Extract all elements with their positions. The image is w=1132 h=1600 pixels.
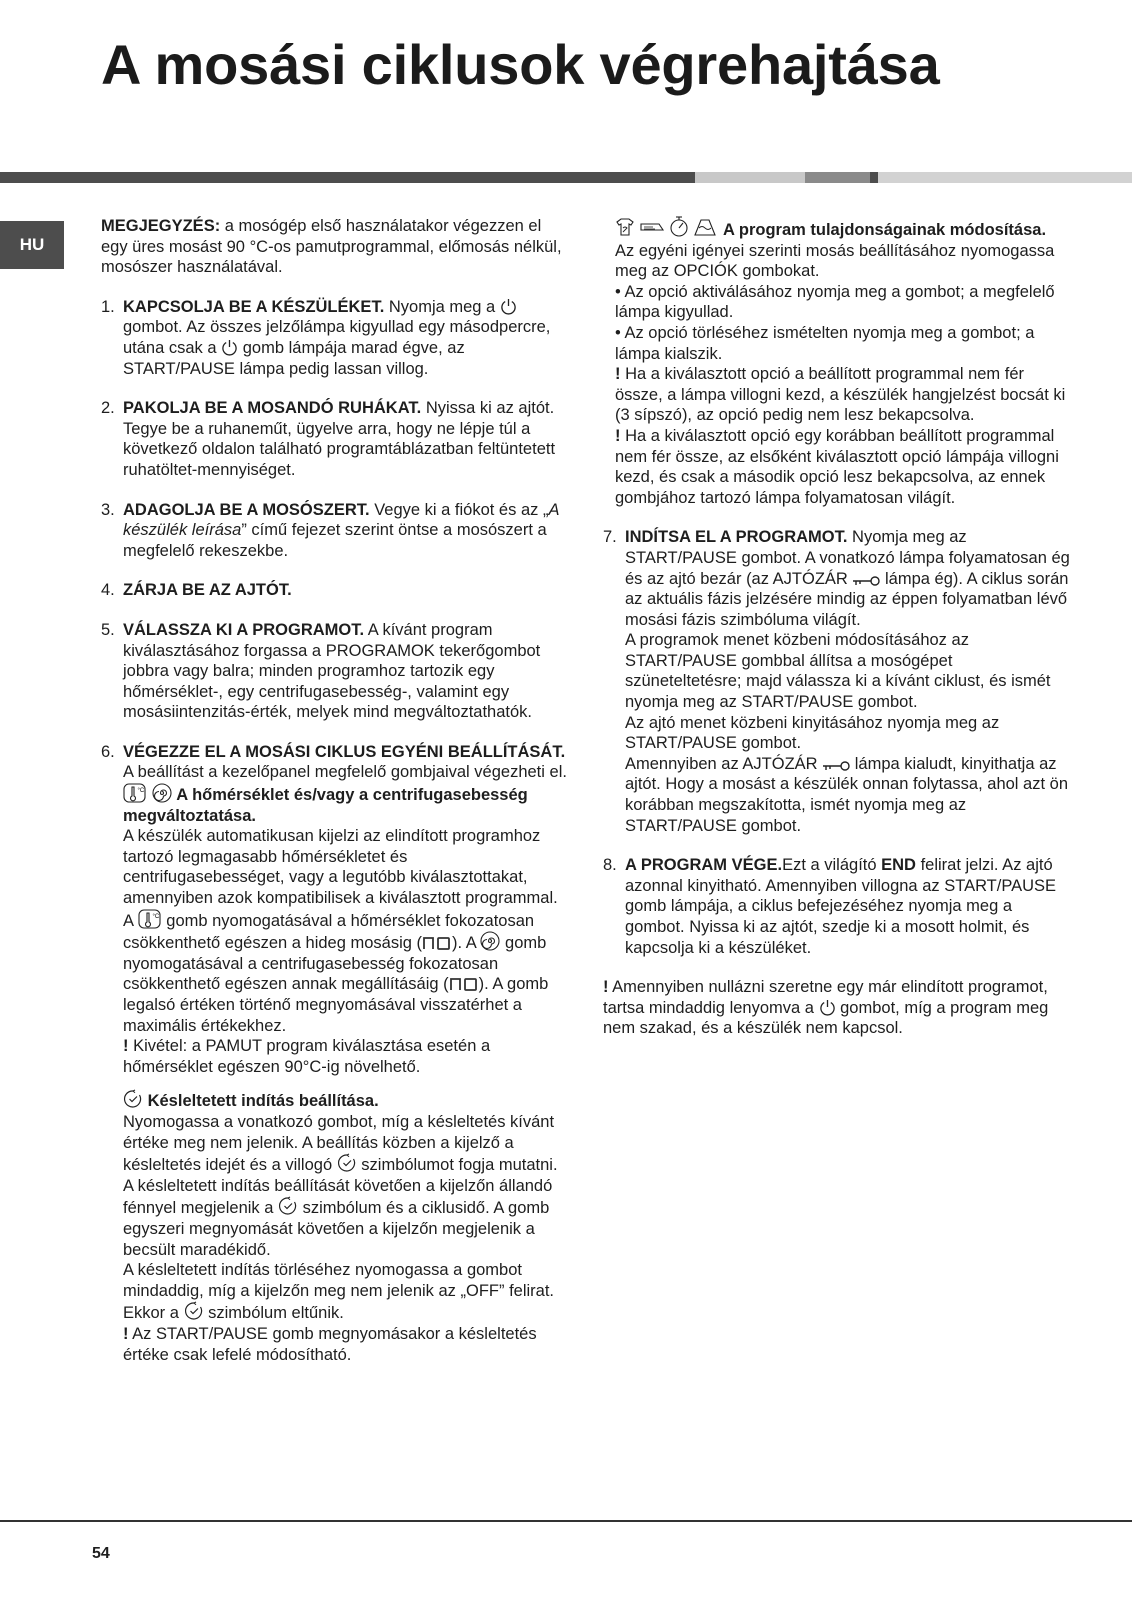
power-icon [819, 999, 836, 1016]
page-number: 54 [92, 1545, 110, 1562]
step-number: 3. [101, 500, 115, 519]
step-number: 2. [101, 399, 115, 418]
options-block [603, 216, 1073, 508]
delay-clock-icon [278, 1196, 298, 1216]
step-heading: A PROGRAM VÉGE. [625, 856, 783, 875]
end-word: END [881, 856, 916, 875]
step-6: 6. VÉGEZZE EL A MOSÁSI CIKLUS EGYÉNI BEÁLLÍTÁSÁT. A beállítást a kezelőpanel megfelelő gombjaival végezheti el. °C A hőmérséklet és/vagy a centrifugasebesség megváltoztatása. A készülék automatikusan kijelzi az elindított programhoz tartozó legmagasabb hőmérsékletet és centrifugasebességet, vagy a legutóbb kiválasztottakat, amennyiben azok kompatibilisek a kiválasztott programmal. A °C gomb nyomogatásával a hőmérséklet fokozatosan csökkenthető egészen a hideg mosásig ( ). A gomb nyomogatásával a centrifugasebesség fokozatosan csökkenthető egészen annak megállításáig ( ). A gomb legalsó értéken történő megnyomásával visszatérhet a maximális értékekhez. ! Kivétel: a PAMUT program kiválasztása esetén a hőmérséklet egészen 90°C-ig növelhető. Késleltetett indítás beállítása. Nyomogassa a vonatkozó gombot, míg a késleltetés kívánt értéke meg nem jelenik. A beállítás közben a kijelző a késleltetés idejét és a villogó szimbólumot fogja mutatni. A késleltetett indítás beállítását követően a kijelzőn állandó fénnyel megjelenik a szimbólum és a ciklusidő. A gomb egyszeri megnyomását követően a kijelzőn megjelenik a becsült maradékidő. A késleltetett indítás törléséhez nyomogassa a gombot mindaddig, míg a kijelzőn meg nem jelenik az „OFF” felirat. Ekkor a szimbólum eltűnik. ! Az START/PAUSE gomb megnyomásakor a késleltetés értéke csak lefelé módosítható. [101, 742, 571, 1365]
thermometer-icon [123, 783, 147, 803]
step-heading: VÉGEZZE EL A MOSÁSI CIKLUS EGYÉNI BEÁLLÍTÁSÁT. [123, 742, 566, 761]
exclamation-icon: ! [615, 426, 621, 445]
step-heading: ZÁRJA BE AZ AJTÓT. [123, 581, 292, 600]
step-heading: VÁLASSZA KI A PROGRAMOT. [123, 620, 365, 639]
spin-icon [152, 783, 172, 803]
note-paragraph [101, 216, 571, 278]
step-2: 2. PAKOLJA BE A MOSANDÓ RUHÁKAT. Nyissa ki az ajtót. Tegye be a ruhaneműt, ügyelve arra, hogy ne lépje túl a következő oldalon található programtáblázatban feltüntetett ruhatöltet-mennyiséget. [101, 399, 556, 479]
power-icon [221, 339, 238, 356]
exclamation-icon: ! [615, 365, 621, 384]
step-number: 7. [603, 528, 617, 547]
exclamation-icon: ! [123, 1037, 129, 1056]
exclamation-icon: ! [603, 978, 609, 997]
step-heading: INDÍTSA EL A PROGRAMOT. [625, 528, 848, 547]
key-lock-icon [852, 575, 880, 587]
step-heading: PAKOLJA BE A MOSANDÓ RUHÁKAT. [123, 399, 422, 418]
step-3: 3. ADAGOLJA BE A MOSÓSZERT. Vegye ki a fiókot és az „A készülék leírása” című fejezet szerint öntse a mosószert a megfelelő rekeszekbe. [101, 500, 559, 560]
exclamation-icon: ! [123, 1324, 129, 1343]
options-warning: ! Ha a kiválasztott opció a beállított programmal nem fér össze, a lámpa villogni kezd, a készülék hangjelzést bocsát ki (3 sípszó), az opció pedig nem lesz bekapcsolva. [615, 365, 1066, 425]
svg-text:°C: °C [137, 788, 145, 795]
temperature-warning: ! Kivétel: a PAMUT program kiválasztása esetén a hőmérséklet egészen 90°C-ig növelhető. [123, 1037, 491, 1076]
final-warning: ! Amennyiben nullázni szeretne egy már elindított programot, tartsa mindaddig lenyomva a gombot, míg a program meg nem szakad, és a készülék nem kapcsol. [603, 978, 1049, 1038]
power-icon [500, 298, 517, 315]
svg-text:°C: °C [152, 913, 159, 920]
step-1: 1. KAPCSOLJA BE A KÉSZÜLÉKET. Nyomja meg a gombot. Az összes jelzőlámpa kigyullad egy másodpercre, utána csak a gomb lámpája marad égve, az START/PAUSE lámpa pedig lassan villog. [101, 297, 551, 378]
temperature-spin-heading: °C A hőmérséklet és/vagy a centrifugasebesség megváltoztatása. [123, 783, 571, 826]
off-symbol-icon [422, 935, 452, 951]
step-number: 4. [101, 581, 115, 600]
key-lock-icon [822, 760, 850, 772]
right-column [603, 216, 1073, 1039]
spin-icon [480, 931, 500, 951]
thermometer-icon [138, 909, 162, 929]
delay-text: A késleltetett indítás törléséhez nyomogassa a gombot mindaddig, míg a kijelzőn meg nem jelenik az „OFF” felirat. Ekkor a szimbólum eltűnik. [123, 1261, 554, 1323]
delay-text: Nyomogassa a vonatkozó gombot, míg a késleltetés kívánt értéke meg nem jelenik. A beállítás közben a kijelző a késleltetés idejét és a villogó szimbólumot fogja mutatni. [123, 1112, 558, 1175]
off-symbol-icon [449, 976, 479, 992]
delay-text: A késleltetett indítás beállítását követően a kijelzőn állandó fénnyel megjelenik a szimbólum és a ciklusidő. A gomb egyszeri megnyomását követően a kijelzőn megjelenik a becsült maradékidő. [123, 1176, 553, 1259]
delay-warning: ! Az START/PAUSE gomb megnyomásakor a késleltetés értéke csak lefelé módosítható. [123, 1324, 537, 1364]
note-label: MEGJEGYZÉS: [101, 217, 221, 235]
delay-clock-icon [337, 1153, 357, 1173]
note-text: a mosógép első használatakor végezzen el egy üres mosást 90 °C-os pamutprogrammal, előmosás nélkül, mosószer használatával. [101, 217, 562, 277]
step-heading: ADAGOLJA BE A MOSÓSZERT. [123, 500, 370, 519]
temperature-spin-text: A készülék automatikusan kijelzi az elindított programhoz tartozó legmagasabb hőmérsékletet és centrifugasebességet, vagy a legutóbb kiválasztottakat, amennyiben azok kompatibilisek a kiválasztott programmal. A °C gomb nyomogatásával a hőmérséklet fokozatosan csökkenthető egészen a hideg mosásig ( ). A gomb nyomogatásával a centrifugasebesség fokozatosan csökkenthető egészen annak megállításáig ( ). A gomb legalsó értéken történő megnyomásával visszatérhet a maximális értékekhez. [123, 827, 558, 1035]
option-icons [615, 216, 723, 238]
language-tab: HU [0, 221, 64, 269]
step-5: 5. VÁLASSZA KI A PROGRAMOT. A kívánt program kiválasztásához forgassa a PROGRAMOK tekerőgombot jobbra vagy balra; minden programhoz tartozik egy hőmérséklet-, egy centrifugasebesség-, valamint egy mosásiintenzitás-érték, melyek mind megváltoztathatók. [101, 620, 541, 722]
step-number: 5. [101, 620, 115, 639]
delay-clock-icon [123, 1089, 143, 1109]
step-number: 1. [101, 297, 115, 316]
top-decorative-bar [0, 172, 1132, 183]
step-7: 7. INDÍTSA EL A PROGRAMOT. Nyomja meg az START/PAUSE gombot. A vonatkozó lámpa folyamatosan ég és az ajtó bezár (az AJTÓZÁR lámpa ég). A ciklus során az aktuális fázis jelzésére mindig az éppen folyamatban lévő mosási fázis szimbóluma világít. A programok menet közbeni módosításához az START/PAUSE gombbal állítsa a mosógépet szüneteltetésre; majd válassza ki a kívánt ciklust, és ismét nyomja meg az START/PAUSE gombot. Az ajtó menet közbeni kinyitásához nyomja meg az START/PAUSE gombot. Amennyiben az AJTÓZÁR lámpa kialudt, kinyithatja az ajtót. Hogy a mosást a készülék onnan folytassa, ahol azt ön korábban megszakította, ismét nyomja meg az START/PAUSE gombot. [603, 528, 1070, 835]
step-heading: KAPCSOLJA BE A KÉSZÜLÉKET. [123, 297, 385, 316]
step-4 [101, 580, 571, 601]
step-number: 8. [603, 856, 617, 875]
page-title: A mosási ciklusok végrehajtása [101, 33, 940, 96]
options-bullet: • Az opció aktiválásához nyomja meg a gombot; a megfelelő lámpa kigyullad. [615, 282, 1055, 322]
options-text: Az egyéni igényei szerinti mosás beállításához nyomogassa meg az OPCIÓK gombokat. [615, 241, 1055, 281]
bottom-divider [0, 1520, 1132, 1522]
left-column [101, 216, 571, 1365]
options-warning: ! Ha a kiválasztott opció egy korábban beállított programmal nem fér össze, az elsőként kiválasztott opció lámpája villogni kezd, és csak a második opció lesz bekapcsolva, az ennek gombjához tartozó lámpa folyamatosan világít. [615, 426, 1059, 507]
step-number: 6. [101, 742, 115, 761]
delay-clock-icon [184, 1301, 204, 1321]
options-heading: A program tulajdonságainak módosítása. [615, 216, 1073, 241]
delay-heading: Késleltetett indítás beállítása. [123, 1089, 571, 1112]
step-8: 8. A PROGRAM VÉGE.Ezt a világító END felirat jelzi. Az ajtó azonnal kinyitható. Amennyiben villogna az START/PAUSE gomb lámpája, a ciklus befejezéséhez nyomja meg a gombot. Nyissa ki az ajtót, szedje ki a mosott holmit, és kapcsolja ki a készüléket. [603, 856, 1057, 957]
options-bullet: • Az opció törléséhez ismételten nyomja meg a gombot; a lámpa kialszik. [615, 323, 1035, 363]
